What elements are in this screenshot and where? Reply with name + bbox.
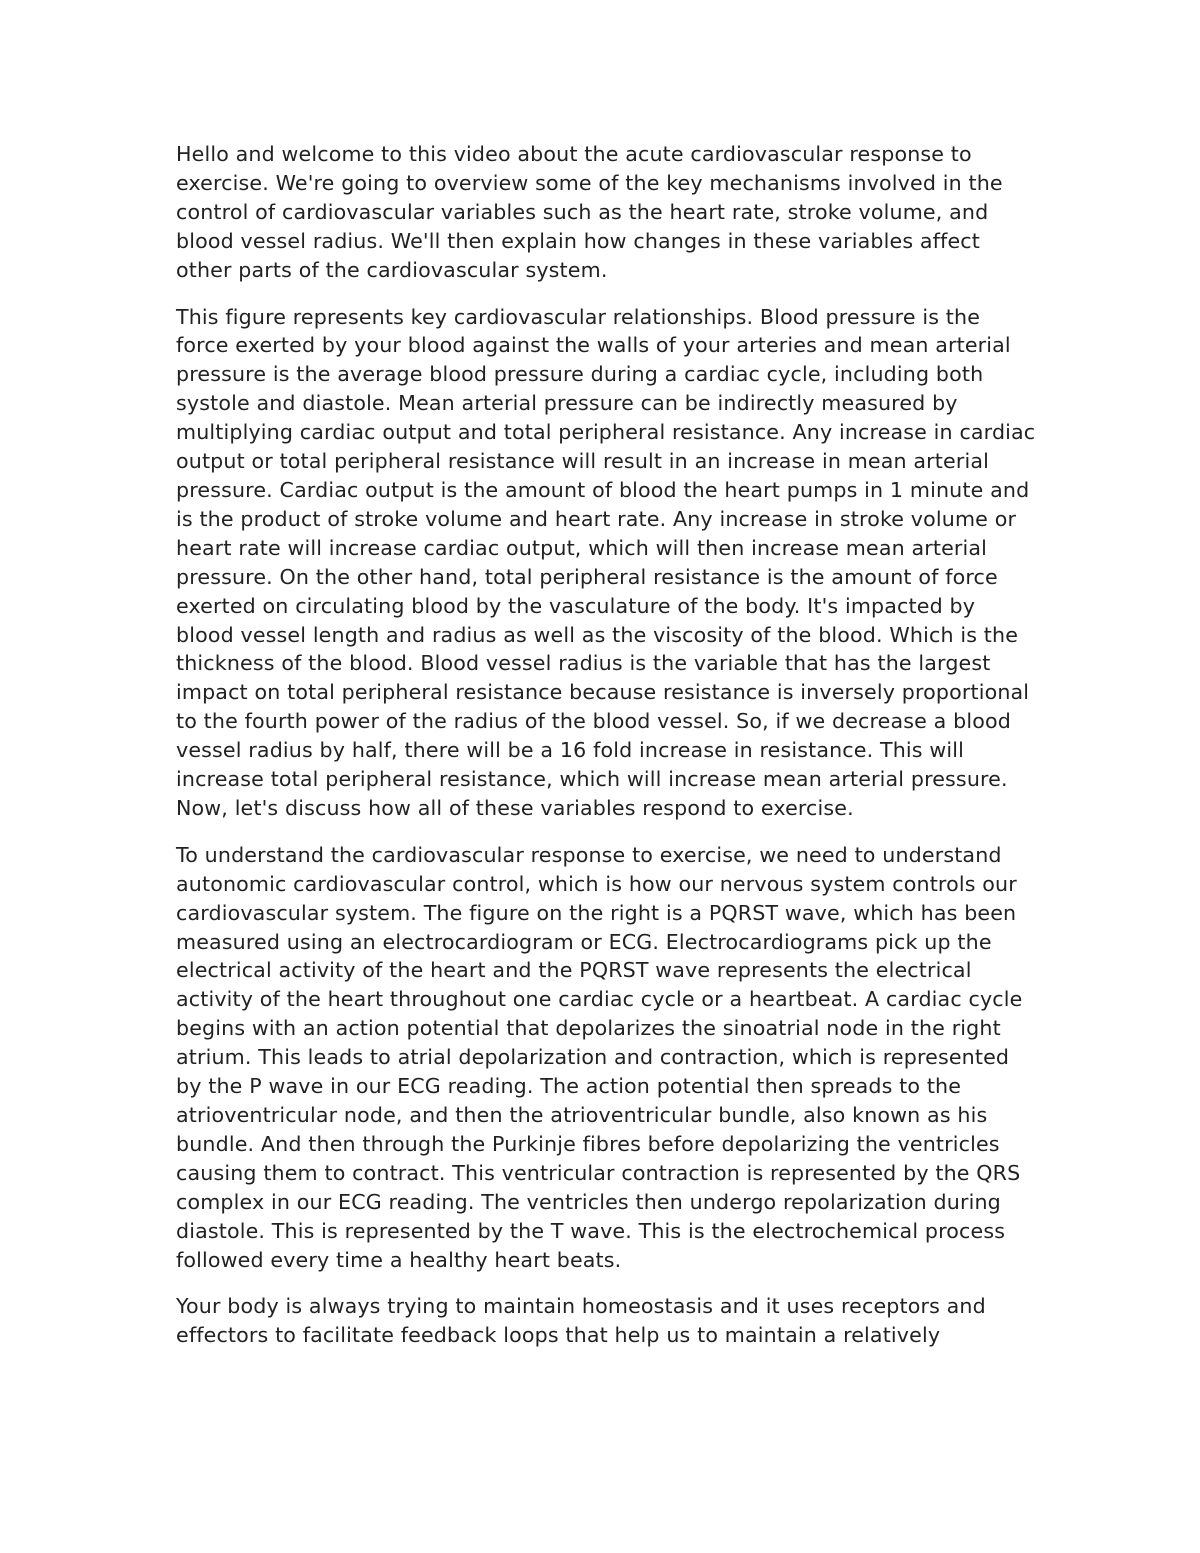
paragraph-cardiovascular-relationships: This figure represents key cardiovascular relationships. Blood pressure is the force exerted by your blood against the walls of your arteries and mean arterial pressure is the average blood pressure during a cardiac cycle, including both systole and diastole. Mean arterial pressure can be indirectly measured by multiplying cardiac output and total peripheral resistance. Any increase in cardiac output or total peripheral resistance will result in an increase in mean arterial pressure. Cardiac output is the amount of blood the heart pumps in 1 minute and is the product of stroke volume and heart rate. Any increase in stroke volume or heart rate will increase cardiac output, which will then increase mean arterial pressure. On the other hand, total peripheral resistance is the amount of force exerted on circulating blood by the vasculature of the body. It's impacted by blood vessel length and radius as well as the viscosity of the blood. Which is the thickness of the blood. Blood vessel radius is the variable that has the largest impact on total peripheral resistance because resistance is inversely proportional to the fourth power of the radius of the blood vessel. So, if we decrease a blood vessel radius by half, there will be a 16 fold increase in resistance. This will increase total peripheral resistance, which will increase mean arterial pressure. Now, let's discuss how all of these variables respond to exercise. <box>176 304 1036 820</box>
paragraph-intro: Hello and welcome to this video about the acute cardiovascular response to exercise. We're going to overview some of the key mechanisms involved in the control of cardiovascular variables such as the heart rate, stroke volume, and blood vessel radius. We'll then explain how changes in these variables affect other parts of the cardiovascular system. <box>176 142 1003 282</box>
paragraph-autonomic-control: To understand the cardiovascular response to exercise, we need to understand autonomic cardiovascular control, which is how our nervous system controls our cardiovascular system. The figure on the right is a PQRST wave, which has been measured using an electrocardiogram or ECG. Electrocardiograms pick up the electrical activity of the heart and the PQRST wave represents the electrical activity of the heart throughout one cardiac cycle or a heartbeat. A cardiac cycle begins with an action potential that depolarizes the sinoatrial node in the right atrium. This leads to atrial depolarization and contraction, which is represented by the P wave in our ECG reading. The action potential then spreads to the atrioventricular node, and then the atrioventricular bundle, also known as his bundle. And then through the Purkinje fibres before depolarizing the ventricles causing them to contract. This ventricular contraction is represented by the QRS complex in our ECG reading. The ventricles then undergo repolarization during diastole. This is represented by the T wave. This is the electrochemical process followed every time a healthy heart beats. <box>176 842 1023 1272</box>
document-body <box>176 140 1036 1368</box>
paragraph-homeostasis: Your body is always trying to maintain homeostasis and it uses receptors and effectors to facilitate feedback loops that help us to maintain a relatively <box>176 1294 986 1348</box>
